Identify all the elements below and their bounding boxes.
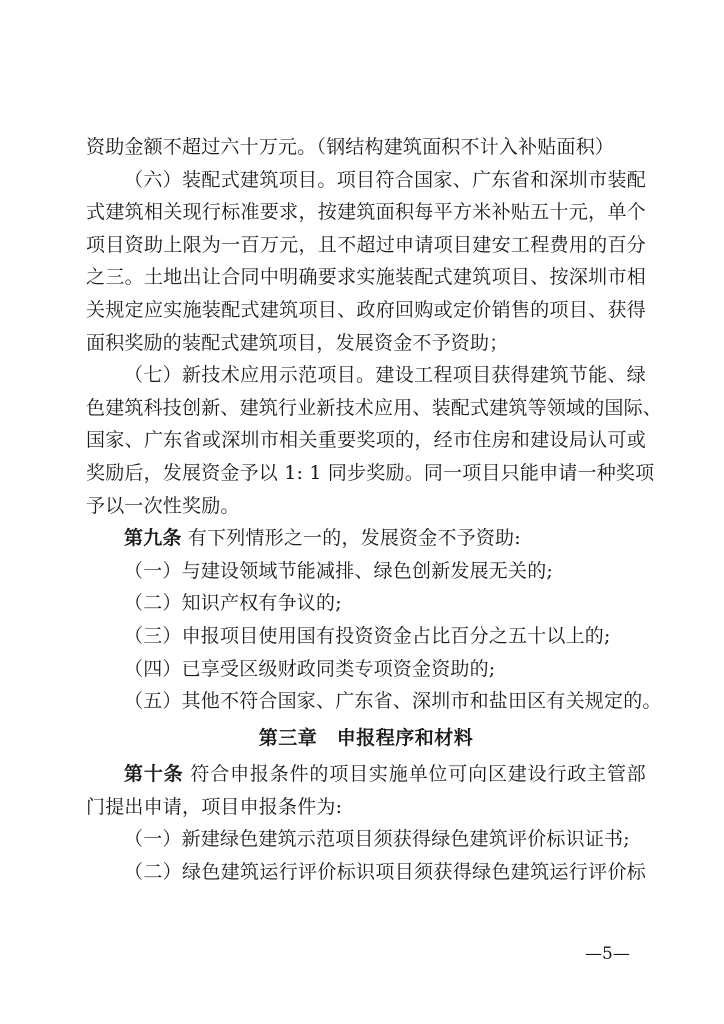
list-item: （一）新建绿色建筑示范项目须获得绿色建筑评价标识证书; — [124, 828, 630, 851]
list-item: （一）与建设领域节能减排、绿色创新发展无关的; — [124, 559, 554, 582]
paragraph-line: 门提出申请，项目申报条件为: — [86, 795, 343, 818]
paragraph-line: 国家、广东省或深圳市相关重要奖项的，经市住房和建设局认可或 — [86, 429, 646, 452]
paragraph-line: 之三。土地出让合同中明确要求实施装配式建筑项目、按深圳市相 — [86, 266, 646, 289]
paragraph-line: 关规定应实施装配式建筑项目、政府回购或定价销售的项目、获得 — [86, 298, 646, 321]
paragraph-line: （六）装配式建筑项目。项目符合国家、广东省和深圳市装配 — [124, 168, 646, 191]
list-item: （三）申报项目使用国有投资资金占比百分之五十以上的; — [124, 624, 611, 647]
paragraph-line: 面积奖励的装配式建筑项目，发展资金不予资助； — [86, 331, 509, 354]
paragraph-line: （七）新技术应用示范项目。建设工程项目获得建筑节能、绿 — [124, 364, 646, 387]
list-item: （五）其他不符合国家、广东省、深圳市和盐田区有关规定的。 — [124, 690, 662, 713]
article-10-heading-line — [86, 758, 646, 791]
article-9-text: 有下列情形之一的，发展资金不予资助: — [181, 527, 521, 550]
list-item: （二）知识产权有争议的; — [124, 592, 342, 615]
article-10-text: 符合申报条件的项目实施单位可向区建设行政主管部 — [183, 763, 646, 786]
paragraph-line: 项目资助上限为一百万元，且不超过申请项目建安工程费用的百分 — [86, 233, 646, 256]
list-item: （二）绿色建筑运行评价标识项目须获得绿色建筑运行评价标 — [124, 861, 646, 884]
paragraph-line: 予以一次性奖励。 — [86, 494, 240, 517]
document-body — [86, 131, 663, 889]
paragraph-line: 奖励后，发展资金予以 1: 1 同步奖励。同一项目只能申请一种奖项 — [86, 461, 655, 484]
page-number: —5— — [585, 944, 630, 964]
article-9-heading-line — [86, 522, 646, 555]
article-10-label: 第十条 — [124, 763, 184, 786]
paragraph-line: 资助金额不超过六十万元。（钢结构建筑面积不计入补贴面积） — [86, 136, 615, 158]
chapter-title: 第三章 申报程序和材料 — [258, 726, 474, 749]
article-9-label: 第九条 — [124, 527, 182, 550]
paragraph-line: 色建筑科技创新、建筑行业新技术应用、装配式建筑等领域的国际、 — [86, 396, 663, 419]
paragraph-line: 式建筑相关现行标准要求，按建筑面积每平方米补贴五十元，单个 — [86, 201, 646, 224]
list-item: （四）已享受区级财政同类专项资金资助的; — [124, 657, 496, 680]
